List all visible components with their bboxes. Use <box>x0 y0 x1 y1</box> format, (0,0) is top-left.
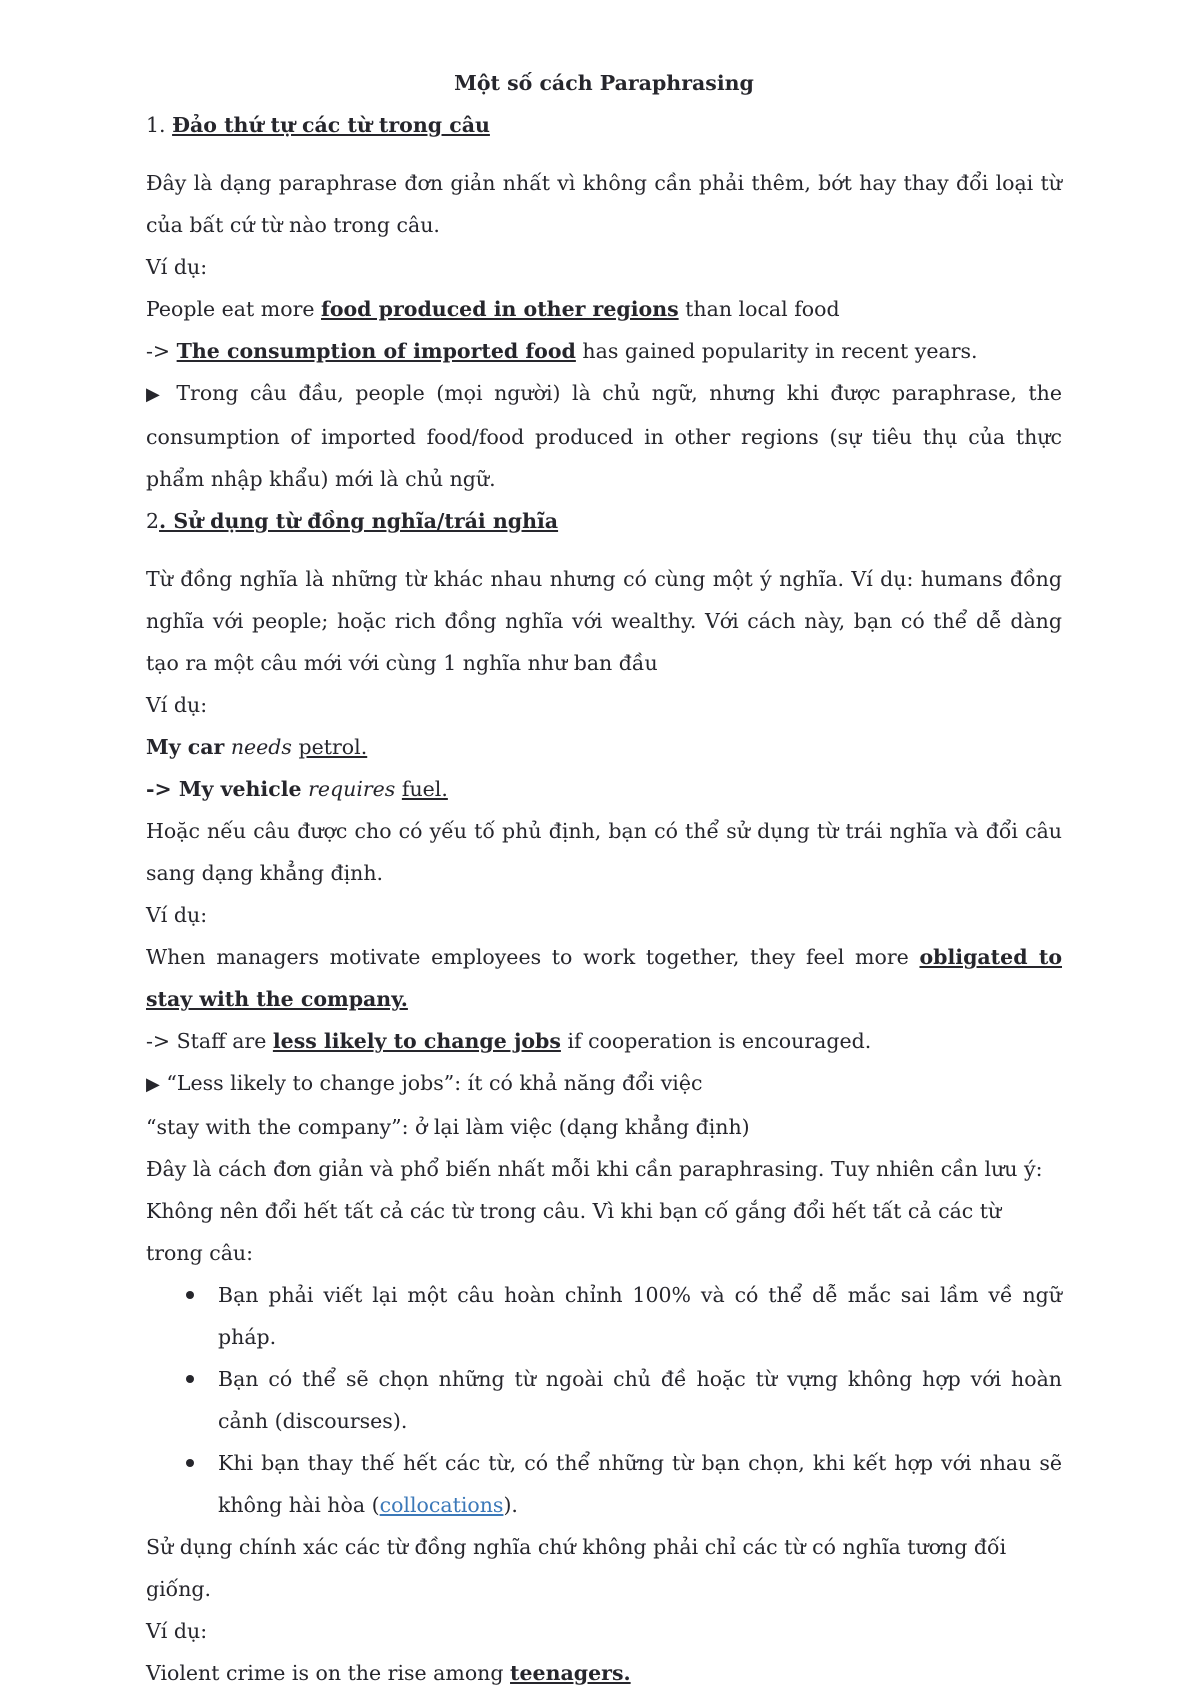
example-sentence-2 <box>146 330 1062 372</box>
example-sentence-7 <box>146 1652 1062 1694</box>
section-1-title: Đảo thứ tự các từ trong câu <box>172 113 490 137</box>
warning-paragraph: Không nên đổi hết tất cả các từ trong câu. Vì khi bạn cố gắng đổi hết tất cả các từ trong câu: <box>146 1199 1002 1265</box>
example-text: than local food <box>678 297 840 321</box>
example-text: -> Staff are <box>146 1029 273 1053</box>
list-item-text: Khi bạn thay thế hết các từ, có thể những từ bạn chọn, khi kết hợp với nhau sẽ không hài hòa ( <box>218 1451 1062 1517</box>
example-keyword: obligated to stay with the company. <box>146 945 1062 1011</box>
example-text: People eat more <box>146 297 322 321</box>
example-text: if cooperation is encouraged. <box>560 1029 872 1053</box>
example-text: has gained popularity in recent years. <box>575 339 978 363</box>
note-line-2: “stay with the company”: ở lại làm việc (dạng khẳng định) <box>146 1115 750 1139</box>
arrow-icon: ▶ <box>146 384 165 405</box>
example-sentence-6 <box>146 1020 1062 1062</box>
section-1-number: 1. <box>146 113 173 137</box>
example-subject: -> My vehicle <box>146 777 302 801</box>
antonym-paragraph: Hoặc nếu câu được cho có yếu tố phủ định, bạn có thể sử dụng từ trái nghĩa và đổi câu sang dạng khẳng định. <box>146 819 1062 885</box>
section-1-heading <box>146 104 1062 146</box>
example-keyword: less likely to change jobs <box>272 1029 561 1053</box>
section-2-intro: Từ đồng nghĩa là những từ khác nhau nhưng có cùng một ý nghĩa. Ví dụ: humans đồng nghĩa với people; hoặc rich đồng nghĩa với wealthy. Với cách này, bạn có thể dễ dàng tạo ra một câu mới với cùng 1 nghĩa như ban đầu <box>146 567 1062 675</box>
example-text: When managers motivate employees to work together, they feel more <box>146 945 920 969</box>
list-item <box>218 1442 1062 1526</box>
example-sentence-5 <box>146 936 1062 1020</box>
example-keyword: The consumption of imported food <box>176 339 576 363</box>
note-text: Trong câu đầu, people (mọi người) là chủ ngữ, nhưng khi được paraphrase, the consumption of imported food/food produced in other regions (sự tiêu thụ của thực phẩm nhập khẩu) mới là chủ ngữ. <box>146 381 1063 491</box>
section-2-heading <box>146 500 1062 542</box>
example-object: fuel. <box>401 777 448 801</box>
note-text: “Less likely to change jobs”: ít có khả năng đổi việc <box>159 1071 703 1095</box>
common-method-paragraph: Đây là cách đơn giản và phổ biến nhất mỗi khi cần paraphrasing. Tuy nhiên cần lưu ý: <box>146 1157 1043 1181</box>
page-title: Một số cách Paraphrasing <box>454 71 754 95</box>
list-item: Bạn có thể sẽ chọn những từ ngoài chủ đề hoặc từ vựng không hợp với hoàn cảnh (discourses). <box>218 1358 1062 1442</box>
section-2-number: 2 <box>146 509 160 533</box>
section-1-note <box>146 372 1062 500</box>
example-sentence-3 <box>146 726 1062 768</box>
precise-synonym-paragraph: Sử dụng chính xác các từ đồng nghĩa chứ không phải chỉ các từ có nghĩa tương đối giống. <box>146 1535 1007 1601</box>
example-verb: requires <box>308 777 396 801</box>
example-subject: My car <box>146 735 225 759</box>
section-2-title: . Sử dụng từ đồng nghĩa/trái nghĩa <box>159 509 559 533</box>
example-label: Ví dụ: <box>146 1619 208 1643</box>
example-verb: needs <box>230 735 292 759</box>
list-item-text: ). <box>503 1493 518 1517</box>
example-object: petrol. <box>298 735 368 759</box>
example-sentence-1 <box>146 288 1062 330</box>
list-item: Bạn phải viết lại một câu hoàn chỉnh 100% và có thể dễ mắc sai lầm về ngữ pháp. <box>218 1274 1062 1358</box>
note-line-1 <box>146 1062 1062 1106</box>
warning-list <box>146 1274 1062 1526</box>
example-label: Ví dụ: <box>146 255 208 279</box>
example-label: Ví dụ: <box>146 693 208 717</box>
example-keyword: food produced in other regions <box>321 297 679 321</box>
example-label: Ví dụ: <box>146 903 208 927</box>
example-keyword: teenagers. <box>510 1661 631 1685</box>
example-text: Violent crime is on the rise among <box>146 1661 511 1685</box>
example-text: -> <box>146 339 177 363</box>
collocations-link[interactable]: collocations <box>379 1493 504 1517</box>
arrow-icon: ▶ <box>146 1074 160 1095</box>
section-1-intro: Đây là dạng paraphrase đơn giản nhất vì không cần phải thêm, bớt hay thay đổi loại từ của bất cứ từ nào trong câu. <box>146 171 1062 237</box>
example-sentence-4 <box>146 768 1062 810</box>
